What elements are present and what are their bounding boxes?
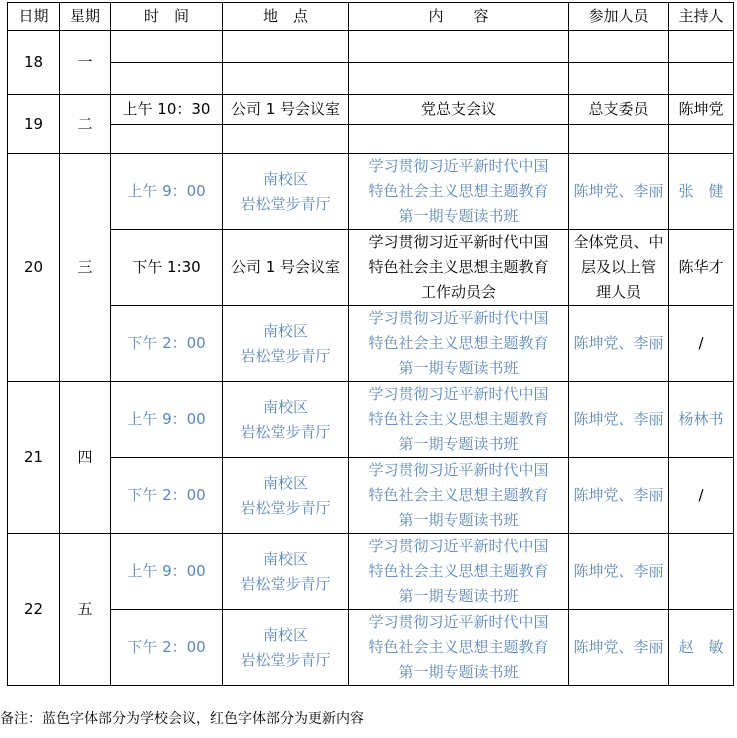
- content-cell: 学习贯彻习近平新时代中国 特色社会主义思想主题教育 第一期专题读书班: [349, 458, 569, 534]
- content-cell: 学习贯彻习近平新时代中国 特色社会主义思想主题教育 第一期专题读书班: [349, 306, 569, 382]
- table-row: [8, 125, 734, 154]
- place-cell: [223, 125, 349, 154]
- time-cell: [111, 63, 223, 95]
- date-cell: 20: [8, 154, 60, 382]
- content-cell: 学习贯彻习近平新时代中国 特色社会主义思想主题教育 第一期专题读书班: [349, 382, 569, 458]
- content-cell: [349, 125, 569, 154]
- table-row: [8, 382, 734, 458]
- time-cell: 下午 2：00: [111, 610, 223, 686]
- host-cell: [669, 31, 734, 63]
- place-cell: 南校区 岩松堂步青厅: [223, 306, 349, 382]
- date-cell: 18: [8, 31, 60, 95]
- host-cell: 陈坤党: [669, 95, 734, 125]
- attendees-cell: 陈坤党、李丽: [569, 458, 669, 534]
- table-row: [8, 610, 734, 686]
- footnote: 备注：蓝色字体部分为学校会议，红色字体部分为更新内容: [0, 711, 364, 727]
- table-row: [8, 230, 734, 306]
- weekday-cell: 四: [60, 382, 111, 534]
- place-cell: [223, 63, 349, 95]
- host-cell: [669, 534, 734, 610]
- time-cell: 下午 2：00: [111, 458, 223, 534]
- content-cell: 党总支会议: [349, 95, 569, 125]
- schedule-table: [7, 2, 734, 686]
- table-row: [8, 31, 734, 63]
- content-cell: 学习贯彻习近平新时代中国 特色社会主义思想主题教育 第一期专题读书班: [349, 154, 569, 230]
- weekday-cell: 一: [60, 31, 111, 95]
- time-cell: 上午 10：30: [111, 95, 223, 125]
- date-cell: 22: [8, 534, 60, 686]
- host-cell: 张 健: [669, 154, 734, 230]
- host-cell: 陈华才: [669, 230, 734, 306]
- attendees-cell: 陈坤党、李丽: [569, 610, 669, 686]
- header-date: 日期: [8, 3, 60, 31]
- header-place: 地 点: [223, 3, 349, 31]
- header-time: 时 间: [111, 3, 223, 31]
- attendees-cell: [569, 125, 669, 154]
- header-weekday: 星期: [60, 3, 111, 31]
- attendees-cell: 陈坤党、李丽: [569, 382, 669, 458]
- place-cell: 南校区 岩松堂步青厅: [223, 382, 349, 458]
- date-cell: 19: [8, 95, 60, 154]
- host-cell: [669, 63, 734, 95]
- attendees-cell: 全体党员、中 层及以上管 理人员: [569, 230, 669, 306]
- host-cell: 杨林书: [669, 382, 734, 458]
- place-cell: [223, 31, 349, 63]
- time-cell: [111, 31, 223, 63]
- date-cell: 21: [8, 382, 60, 534]
- table-row: [8, 154, 734, 230]
- header-row: [8, 3, 734, 31]
- attendees-cell: 陈坤党、李丽: [569, 534, 669, 610]
- weekday-cell: 二: [60, 95, 111, 154]
- content-cell: 学习贯彻习近平新时代中国 特色社会主义思想主题教育 第一期专题读书班: [349, 610, 569, 686]
- host-cell: [669, 125, 734, 154]
- place-cell: 南校区 岩松堂步青厅: [223, 534, 349, 610]
- place-cell: 南校区 岩松堂步青厅: [223, 458, 349, 534]
- attendees-cell: [569, 63, 669, 95]
- place-cell: 南校区 岩松堂步青厅: [223, 154, 349, 230]
- content-cell: [349, 31, 569, 63]
- attendees-cell: 陈坤党、李丽: [569, 306, 669, 382]
- table-row: [8, 306, 734, 382]
- content-cell: 学习贯彻习近平新时代中国 特色社会主义思想主题教育 第一期专题读书班: [349, 534, 569, 610]
- host-cell: 赵 敏: [669, 610, 734, 686]
- attendees-cell: [569, 31, 669, 63]
- attendees-cell: 陈坤党、李丽: [569, 154, 669, 230]
- time-cell: 下午 1:30: [111, 230, 223, 306]
- time-cell: 上午 9：00: [111, 382, 223, 458]
- header-attendees: 参加人员: [569, 3, 669, 31]
- table-row: [8, 95, 734, 125]
- time-cell: [111, 125, 223, 154]
- weekday-cell: 五: [60, 534, 111, 686]
- time-cell: 上午 9：00: [111, 154, 223, 230]
- content-cell: [349, 63, 569, 95]
- header-content: 内 容: [349, 3, 569, 31]
- table-row: [8, 63, 734, 95]
- table-row: [8, 458, 734, 534]
- content-cell: 学习贯彻习近平新时代中国 特色社会主义思想主题教育 工作动员会: [349, 230, 569, 306]
- place-cell: 公司 1 号会议室: [223, 95, 349, 125]
- time-cell: 上午 9：00: [111, 534, 223, 610]
- table-row: [8, 534, 734, 610]
- weekday-cell: 三: [60, 154, 111, 382]
- host-cell: /: [669, 458, 734, 534]
- attendees-cell: 总支委员: [569, 95, 669, 125]
- time-cell: 下午 2：00: [111, 306, 223, 382]
- place-cell: 公司 1 号会议室: [223, 230, 349, 306]
- place-cell: 南校区 岩松堂步青厅: [223, 610, 349, 686]
- host-cell: /: [669, 306, 734, 382]
- header-host: 主持人: [669, 3, 734, 31]
